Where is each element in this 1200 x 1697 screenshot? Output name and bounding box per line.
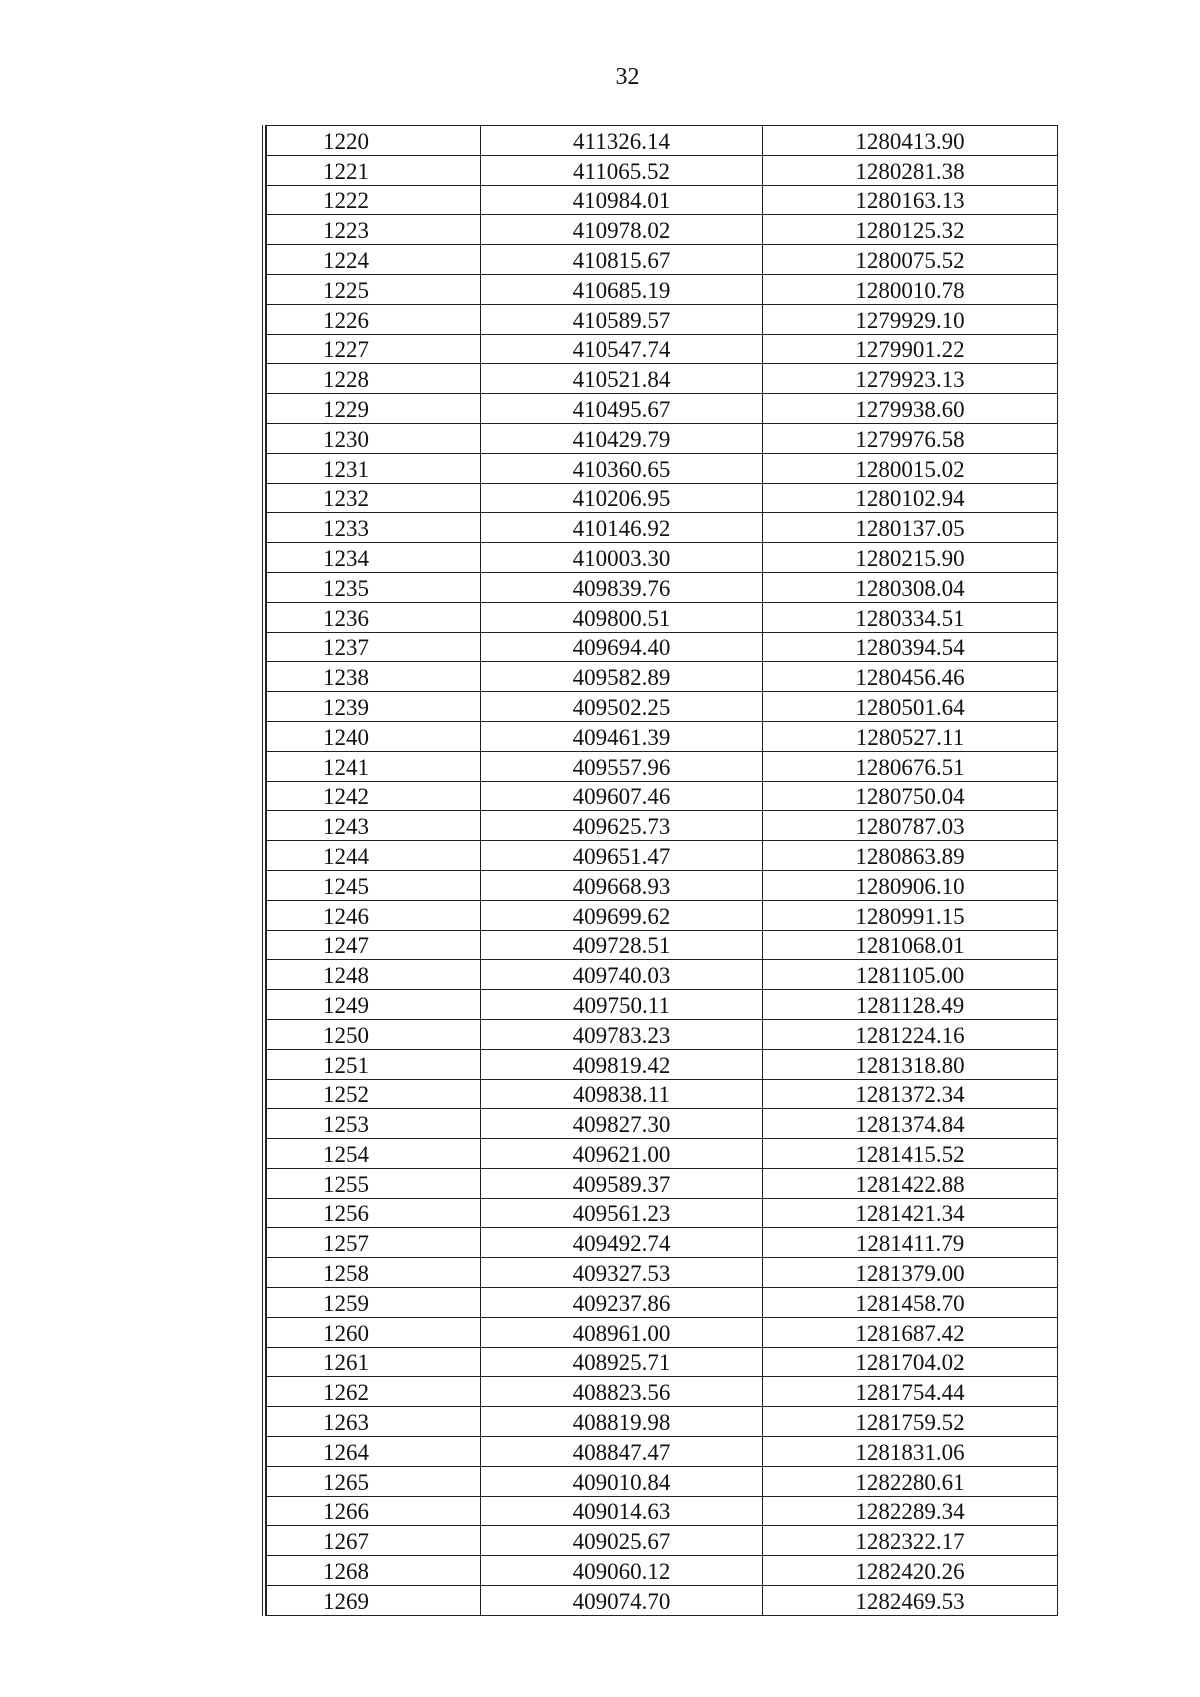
y-coordinate-cell: 1281068.01 (763, 930, 1058, 960)
x-coordinate-cell: 409827.30 (481, 1109, 763, 1139)
table-row (267, 900, 1058, 930)
point-id-cell: 1269 (267, 1586, 481, 1616)
table-row (267, 721, 1058, 751)
x-coordinate-cell: 409589.37 (481, 1168, 763, 1198)
y-coordinate-cell: 1282420.26 (763, 1556, 1058, 1586)
point-id-cell: 1268 (267, 1556, 481, 1586)
point-id-cell: 1224 (267, 245, 481, 275)
page-number: 32 (615, 64, 640, 90)
point-id-cell: 1234 (267, 543, 481, 573)
x-coordinate-cell: 410815.67 (481, 245, 763, 275)
table-row (267, 632, 1058, 662)
table-row (267, 1168, 1058, 1198)
x-coordinate-cell: 409461.39 (481, 721, 763, 751)
point-id-cell: 1239 (267, 692, 481, 722)
y-coordinate-cell: 1281372.34 (763, 1079, 1058, 1109)
x-coordinate-cell: 409502.25 (481, 692, 763, 722)
y-coordinate-cell: 1280863.89 (763, 841, 1058, 871)
table-row (267, 870, 1058, 900)
x-coordinate-cell: 410978.02 (481, 215, 763, 245)
table-row (267, 215, 1058, 245)
table-row (267, 1377, 1058, 1407)
x-coordinate-cell: 410984.01 (481, 185, 763, 215)
point-id-cell: 1263 (267, 1407, 481, 1437)
x-coordinate-cell: 409582.89 (481, 662, 763, 692)
point-id-cell: 1265 (267, 1466, 481, 1496)
y-coordinate-cell: 1280308.04 (763, 572, 1058, 602)
table-row (267, 1019, 1058, 1049)
point-id-cell: 1238 (267, 662, 481, 692)
point-id-cell: 1252 (267, 1079, 481, 1109)
x-coordinate-cell: 409750.11 (481, 990, 763, 1020)
y-coordinate-cell: 1279923.13 (763, 364, 1058, 394)
x-coordinate-cell: 410206.95 (481, 483, 763, 513)
x-coordinate-cell: 409607.46 (481, 781, 763, 811)
y-coordinate-cell: 1279929.10 (763, 304, 1058, 334)
y-coordinate-cell: 1280163.13 (763, 185, 1058, 215)
x-coordinate-cell: 410547.74 (481, 334, 763, 364)
x-coordinate-cell: 410360.65 (481, 453, 763, 483)
y-coordinate-cell: 1281704.02 (763, 1347, 1058, 1377)
x-coordinate-cell: 411065.52 (481, 155, 763, 185)
y-coordinate-cell: 1280413.90 (763, 126, 1058, 156)
x-coordinate-cell: 409651.47 (481, 841, 763, 871)
y-coordinate-cell: 1282289.34 (763, 1496, 1058, 1526)
table-row (267, 245, 1058, 275)
table-row (267, 1586, 1058, 1616)
x-coordinate-cell: 409060.12 (481, 1556, 763, 1586)
x-coordinate-cell: 409783.23 (481, 1019, 763, 1049)
x-coordinate-cell: 411326.14 (481, 126, 763, 156)
y-coordinate-cell: 1280137.05 (763, 513, 1058, 543)
y-coordinate-cell: 1280750.04 (763, 781, 1058, 811)
y-coordinate-cell: 1281754.44 (763, 1377, 1058, 1407)
y-coordinate-cell: 1282469.53 (763, 1586, 1058, 1616)
y-coordinate-cell: 1280906.10 (763, 870, 1058, 900)
point-id-cell: 1245 (267, 870, 481, 900)
table-row (267, 304, 1058, 334)
x-coordinate-cell: 410146.92 (481, 513, 763, 543)
x-coordinate-cell: 408961.00 (481, 1317, 763, 1347)
x-coordinate-cell: 409492.74 (481, 1228, 763, 1258)
x-coordinate-cell: 409740.03 (481, 960, 763, 990)
table-row (267, 1198, 1058, 1228)
table-row (267, 1109, 1058, 1139)
point-id-cell: 1222 (267, 185, 481, 215)
point-id-cell: 1253 (267, 1109, 481, 1139)
x-coordinate-cell: 410429.79 (481, 423, 763, 453)
table-row (267, 423, 1058, 453)
y-coordinate-cell: 1280015.02 (763, 453, 1058, 483)
table-row (267, 126, 1058, 156)
table-row (267, 1556, 1058, 1586)
y-coordinate-cell: 1279938.60 (763, 394, 1058, 424)
y-coordinate-cell: 1280125.32 (763, 215, 1058, 245)
x-coordinate-cell: 409237.86 (481, 1288, 763, 1318)
x-coordinate-cell: 409838.11 (481, 1079, 763, 1109)
table-row (267, 513, 1058, 543)
x-coordinate-cell: 409014.63 (481, 1496, 763, 1526)
table-row (267, 334, 1058, 364)
y-coordinate-cell: 1281224.16 (763, 1019, 1058, 1049)
table-row (267, 602, 1058, 632)
table-row (267, 1407, 1058, 1437)
y-coordinate-cell: 1281411.79 (763, 1228, 1058, 1258)
y-coordinate-cell: 1280215.90 (763, 543, 1058, 573)
x-coordinate-cell: 408847.47 (481, 1437, 763, 1467)
table-row (267, 1466, 1058, 1496)
point-id-cell: 1228 (267, 364, 481, 394)
y-coordinate-cell: 1280991.15 (763, 900, 1058, 930)
table-row (267, 1437, 1058, 1467)
y-coordinate-cell: 1280456.46 (763, 662, 1058, 692)
y-coordinate-cell: 1281831.06 (763, 1437, 1058, 1467)
y-coordinate-cell: 1282322.17 (763, 1526, 1058, 1556)
x-coordinate-cell: 409010.84 (481, 1466, 763, 1496)
point-id-cell: 1243 (267, 811, 481, 841)
table-row (267, 155, 1058, 185)
point-id-cell: 1267 (267, 1526, 481, 1556)
x-coordinate-cell: 409561.23 (481, 1198, 763, 1228)
table-row (267, 1347, 1058, 1377)
table-row (267, 960, 1058, 990)
y-coordinate-cell: 1280501.64 (763, 692, 1058, 722)
table-row (267, 662, 1058, 692)
point-id-cell: 1227 (267, 334, 481, 364)
table-row (267, 1288, 1058, 1318)
table-row (267, 364, 1058, 394)
point-id-cell: 1241 (267, 751, 481, 781)
table-row (267, 1049, 1058, 1079)
point-id-cell: 1259 (267, 1288, 481, 1318)
y-coordinate-cell: 1280334.51 (763, 602, 1058, 632)
y-coordinate-cell: 1281687.42 (763, 1317, 1058, 1347)
x-coordinate-cell: 409621.00 (481, 1139, 763, 1169)
y-coordinate-cell: 1281422.88 (763, 1168, 1058, 1198)
table-row (267, 1526, 1058, 1556)
coordinate-table (266, 125, 1058, 1616)
point-id-cell: 1221 (267, 155, 481, 185)
x-coordinate-cell: 408925.71 (481, 1347, 763, 1377)
y-coordinate-cell: 1281458.70 (763, 1288, 1058, 1318)
point-id-cell: 1242 (267, 781, 481, 811)
y-coordinate-cell: 1280787.03 (763, 811, 1058, 841)
y-coordinate-cell: 1280010.78 (763, 274, 1058, 304)
point-id-cell: 1232 (267, 483, 481, 513)
x-coordinate-cell: 409668.93 (481, 870, 763, 900)
table-row (267, 453, 1058, 483)
coordinate-table-body (267, 126, 1058, 1616)
y-coordinate-cell: 1280281.38 (763, 155, 1058, 185)
table-row (267, 751, 1058, 781)
point-id-cell: 1236 (267, 602, 481, 632)
table-row (267, 1496, 1058, 1526)
table-row (267, 692, 1058, 722)
point-id-cell: 1229 (267, 394, 481, 424)
x-coordinate-cell: 408819.98 (481, 1407, 763, 1437)
point-id-cell: 1249 (267, 990, 481, 1020)
point-id-cell: 1220 (267, 126, 481, 156)
point-id-cell: 1250 (267, 1019, 481, 1049)
x-coordinate-cell: 409074.70 (481, 1586, 763, 1616)
table-row (267, 1079, 1058, 1109)
y-coordinate-cell: 1281759.52 (763, 1407, 1058, 1437)
point-id-cell: 1255 (267, 1168, 481, 1198)
y-coordinate-cell: 1281374.84 (763, 1109, 1058, 1139)
point-id-cell: 1247 (267, 930, 481, 960)
table-row (267, 1258, 1058, 1288)
point-id-cell: 1240 (267, 721, 481, 751)
point-id-cell: 1262 (267, 1377, 481, 1407)
table-row (267, 781, 1058, 811)
x-coordinate-cell: 409819.42 (481, 1049, 763, 1079)
point-id-cell: 1264 (267, 1437, 481, 1467)
table-row (267, 274, 1058, 304)
y-coordinate-cell: 1281318.80 (763, 1049, 1058, 1079)
point-id-cell: 1248 (267, 960, 481, 990)
x-coordinate-cell: 410685.19 (481, 274, 763, 304)
x-coordinate-cell: 409728.51 (481, 930, 763, 960)
point-id-cell: 1266 (267, 1496, 481, 1526)
x-coordinate-cell: 410521.84 (481, 364, 763, 394)
table-row (267, 990, 1058, 1020)
y-coordinate-cell: 1280075.52 (763, 245, 1058, 275)
table-row (267, 394, 1058, 424)
table-row (267, 841, 1058, 871)
point-id-cell: 1226 (267, 304, 481, 334)
x-coordinate-cell: 409694.40 (481, 632, 763, 662)
y-coordinate-cell: 1281128.49 (763, 990, 1058, 1020)
point-id-cell: 1235 (267, 572, 481, 602)
y-coordinate-cell: 1280676.51 (763, 751, 1058, 781)
table-row (267, 1228, 1058, 1258)
point-id-cell: 1223 (267, 215, 481, 245)
point-id-cell: 1237 (267, 632, 481, 662)
point-id-cell: 1251 (267, 1049, 481, 1079)
table-row (267, 811, 1058, 841)
y-coordinate-cell: 1280394.54 (763, 632, 1058, 662)
y-coordinate-cell: 1282280.61 (763, 1466, 1058, 1496)
y-coordinate-cell: 1281105.00 (763, 960, 1058, 990)
x-coordinate-cell: 409839.76 (481, 572, 763, 602)
table-row (267, 483, 1058, 513)
y-coordinate-cell: 1280527.11 (763, 721, 1058, 751)
y-coordinate-cell: 1279901.22 (763, 334, 1058, 364)
table-row (267, 1317, 1058, 1347)
point-id-cell: 1244 (267, 841, 481, 871)
table-row (267, 1139, 1058, 1169)
point-id-cell: 1225 (267, 274, 481, 304)
y-coordinate-cell: 1280102.94 (763, 483, 1058, 513)
point-id-cell: 1258 (267, 1258, 481, 1288)
point-id-cell: 1260 (267, 1317, 481, 1347)
point-id-cell: 1231 (267, 453, 481, 483)
x-coordinate-cell: 409327.53 (481, 1258, 763, 1288)
coordinate-table-container (262, 125, 1002, 1616)
x-coordinate-cell: 409025.67 (481, 1526, 763, 1556)
point-id-cell: 1233 (267, 513, 481, 543)
x-coordinate-cell: 410003.30 (481, 543, 763, 573)
x-coordinate-cell: 410589.57 (481, 304, 763, 334)
x-coordinate-cell: 409557.96 (481, 751, 763, 781)
point-id-cell: 1246 (267, 900, 481, 930)
point-id-cell: 1261 (267, 1347, 481, 1377)
x-coordinate-cell: 409699.62 (481, 900, 763, 930)
x-coordinate-cell: 410495.67 (481, 394, 763, 424)
y-coordinate-cell: 1279976.58 (763, 423, 1058, 453)
table-row (267, 930, 1058, 960)
y-coordinate-cell: 1281379.00 (763, 1258, 1058, 1288)
point-id-cell: 1256 (267, 1198, 481, 1228)
y-coordinate-cell: 1281421.34 (763, 1198, 1058, 1228)
table-row (267, 572, 1058, 602)
point-id-cell: 1230 (267, 423, 481, 453)
table-row (267, 543, 1058, 573)
table-row (267, 185, 1058, 215)
y-coordinate-cell: 1281415.52 (763, 1139, 1058, 1169)
x-coordinate-cell: 408823.56 (481, 1377, 763, 1407)
point-id-cell: 1254 (267, 1139, 481, 1169)
x-coordinate-cell: 409800.51 (481, 602, 763, 632)
x-coordinate-cell: 409625.73 (481, 811, 763, 841)
point-id-cell: 1257 (267, 1228, 481, 1258)
